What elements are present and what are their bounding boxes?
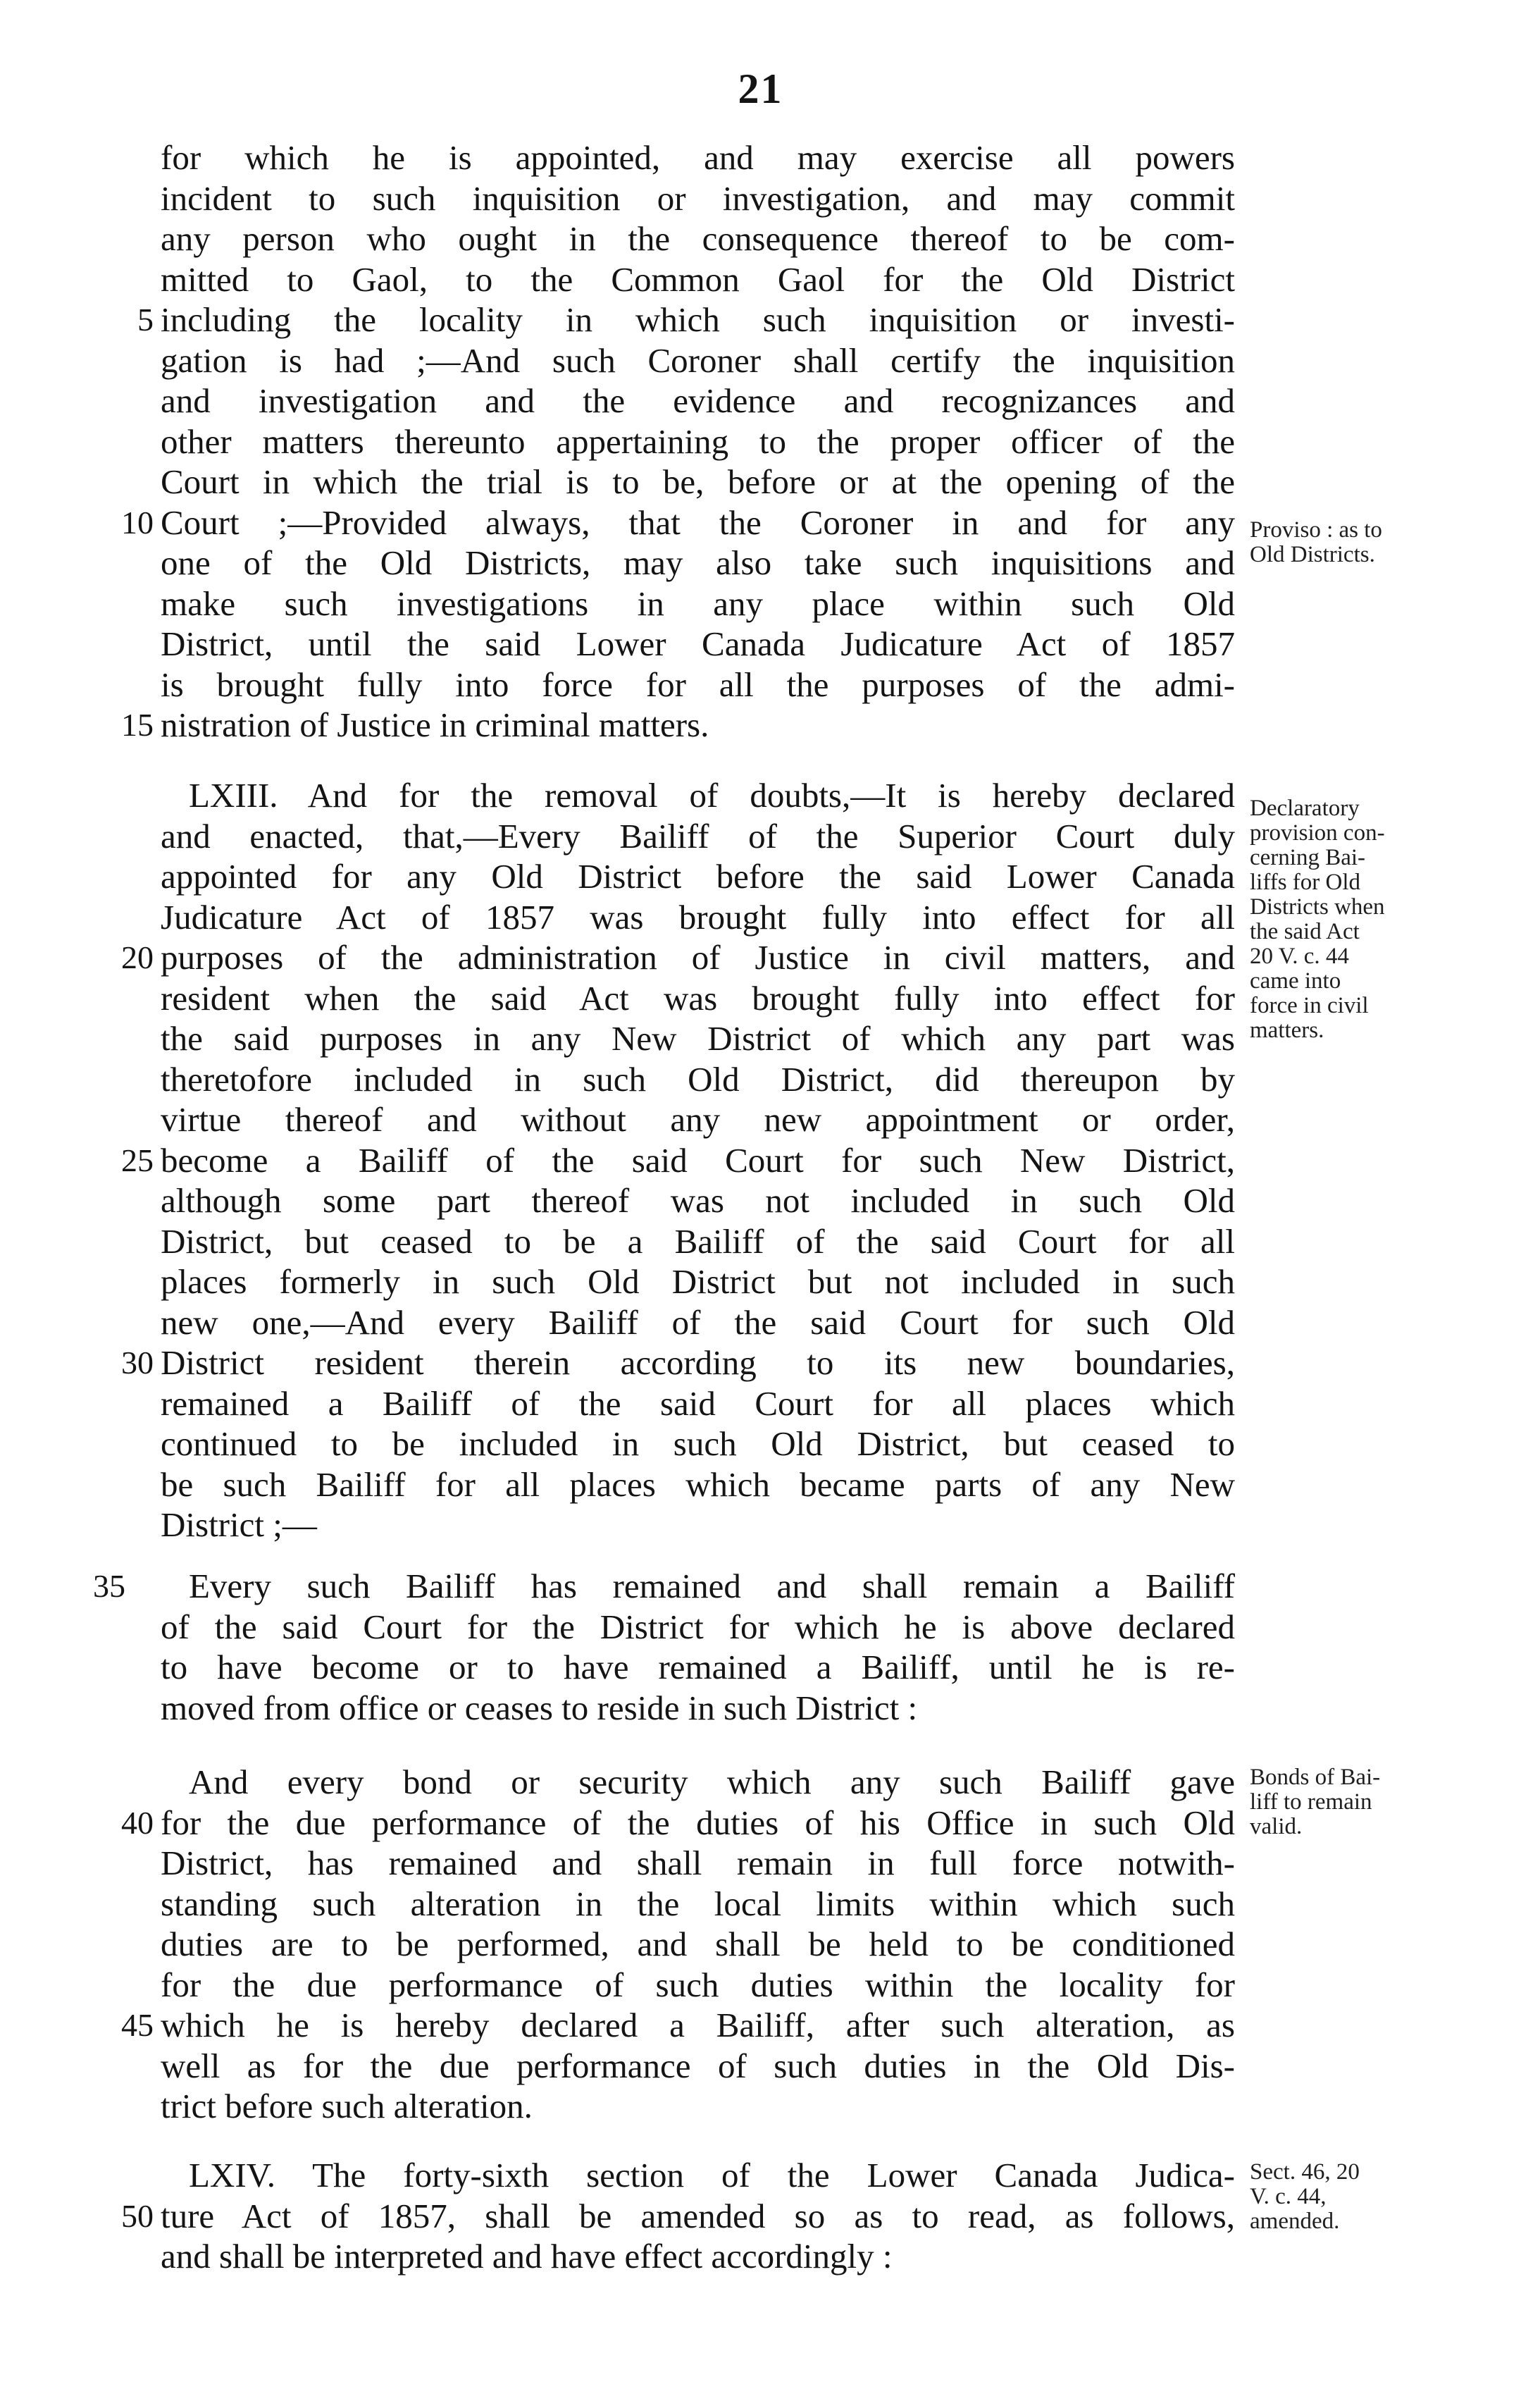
line-text: nistration of Justice in criminal matters. [161, 705, 709, 744]
text-line [137, 300, 1235, 340]
text-line [161, 1261, 1235, 1302]
line-text: Every such Bailiff has remained and shall remain a Bailiff [189, 1567, 1235, 1605]
text-line [161, 2155, 1235, 2196]
line-text: and investigation and the evidence and recognizances and [161, 381, 1235, 420]
line-text: appointed for any Old District before the said Lower Canada [161, 857, 1235, 896]
text-line [161, 381, 1235, 421]
line-text: ture Act of 1857, shall be amended so as to read, as follows, [161, 2196, 1235, 2235]
margin-note-line: liffs for Old [1250, 870, 1361, 895]
margin-note-line: amended. [1250, 2209, 1340, 2234]
line-text: including the locality in which such inquisition or investi- [161, 300, 1235, 339]
text-line [161, 1424, 1235, 1464]
line-text: District resident therein according to its new boundaries, [161, 1343, 1235, 1382]
line-text: other matters thereunto appertaining to the proper officer of the [161, 421, 1235, 461]
margin-note-proviso [1250, 518, 1433, 567]
margin-note-line: 20 V. c. 44 [1250, 944, 1349, 969]
line-number: 5 [137, 302, 154, 338]
line-text: to have become or to have remained a Bailiff, until he is re- [161, 1648, 1235, 1686]
text-line [161, 1059, 1235, 1100]
line-number: 20 [121, 939, 154, 975]
line-number: 30 [121, 1345, 154, 1381]
text-line [161, 2236, 1235, 2277]
line-text: trict before such alteration. [161, 2087, 533, 2125]
text-line [161, 1965, 1235, 2006]
line-number: 10 [121, 504, 154, 541]
line-text: although some part thereof was not included in such Old [161, 1181, 1235, 1220]
line-text: Court in which the trial is to be, before or at the opening of the [161, 462, 1235, 501]
section-lxiv [121, 2155, 1235, 2277]
text-line [161, 1505, 1235, 1545]
line-text: one of the Old Districts, may also take such inquisitions and [161, 543, 1235, 582]
line-text: District, until the said Lower Canada Judicature Act of 1857 [161, 624, 1235, 663]
line-number: 45 [121, 2007, 154, 2043]
line-text: remained a Bailiff of the said Court for all places which [161, 1383, 1235, 1423]
line-text: duties are to be performed, and shall be held to be conditioned [161, 1925, 1235, 1963]
line-text: purposes of the administration of Justice in civil matters, and [161, 938, 1235, 977]
line-text: and enacted, that,—Every Bailiff of the Superior Court duly [161, 816, 1235, 856]
text-line [161, 1180, 1235, 1221]
text-line [161, 1688, 1235, 1729]
text-line [161, 1647, 1235, 1688]
line-text: any person who ought in the consequence thereof to be com- [161, 219, 1235, 258]
line-text: District, but ceased to be a Bailiff of the said Court for all [161, 1221, 1235, 1261]
text-line [161, 218, 1235, 259]
text-line [161, 421, 1235, 462]
text-line [161, 1884, 1235, 1925]
paragraph-coroner-powers [121, 137, 1235, 746]
text-line [161, 340, 1235, 381]
line-text: gation is had ;—And such Coroner shall certify the inquisition [161, 340, 1235, 380]
margin-note-line: valid. [1250, 1814, 1303, 1839]
text-line [161, 2046, 1235, 2087]
text-line [121, 2196, 1235, 2237]
margin-note-bonds [1250, 1765, 1433, 1839]
line-text: And every bond or security which any such Bailiff gave [189, 1762, 1235, 1801]
text-line [121, 1803, 1235, 1844]
line-text: be such Bailiff for all places which became parts of any New [161, 1464, 1235, 1504]
text-line [161, 775, 1235, 816]
margin-note-line: Bonds of Bai- [1250, 1765, 1381, 1790]
margin-note-line: Declaratory [1250, 796, 1360, 821]
text-line [161, 1302, 1235, 1343]
line-text: moved from office or ceases to reside in such District : [161, 1688, 918, 1727]
line-text: District, has remained and shall remain in full force notwith- [161, 1844, 1235, 1882]
text-line [161, 1843, 1235, 1884]
text-line [161, 1018, 1235, 1059]
line-text: become a Bailiff of the said Court for such New District, [161, 1140, 1235, 1180]
margin-note-declaratory [1250, 796, 1433, 1043]
margin-note-line: Sect. 46, 20 [1250, 2159, 1360, 2185]
text-line [161, 856, 1235, 897]
text-line [93, 1566, 1235, 1607]
margin-note-line: matters. [1250, 1018, 1324, 1043]
paragraph-bonds [121, 1762, 1235, 2127]
margin-note-line: Districts when [1250, 894, 1385, 920]
paragraph-bailiff-remains [93, 1566, 1235, 1728]
margin-note-line: Proviso : as to [1250, 517, 1382, 543]
text-line [161, 1762, 1235, 1803]
line-text: LXIV. The forty-sixth section of the Lower Canada Judica- [189, 2156, 1235, 2194]
line-text: incident to such inquisition or investigation, and may commit [161, 178, 1235, 218]
margin-note-line: came into [1250, 968, 1341, 994]
margin-note-line: the said Act [1250, 919, 1360, 944]
text-line [121, 1342, 1235, 1383]
text-line [161, 1924, 1235, 1965]
line-text: virtue thereof and without any new appointment or order, [161, 1100, 1235, 1139]
line-text: District ;— [161, 1505, 317, 1544]
section-lxiii [121, 775, 1235, 1545]
margin-note-sect46 [1250, 2160, 1433, 2234]
line-text: new one,—And every Bailiff of the said Court for such Old [161, 1302, 1235, 1342]
line-number: 50 [121, 2197, 154, 2234]
text-line [121, 502, 1235, 543]
text-line [161, 1464, 1235, 1505]
line-text: for which he is appointed, and may exercise all powers [161, 138, 1235, 177]
line-text: continued to be included in such Old District, but ceased to [161, 1424, 1235, 1463]
text-line [161, 665, 1235, 705]
text-line [161, 816, 1235, 857]
text-line [121, 937, 1235, 978]
text-line [161, 1383, 1235, 1424]
line-text: of the said Court for the District for which he is above declared [161, 1607, 1235, 1646]
line-text: for the due performance of the duties of his Office in such Old [161, 1803, 1235, 1842]
line-number: 25 [121, 1142, 154, 1178]
line-number: 35 [93, 1568, 125, 1604]
margin-note-line: liff to remain [1250, 1789, 1372, 1815]
line-text: LXIII. And for the removal of doubts,—It is hereby declared [189, 776, 1235, 815]
text-line [161, 259, 1235, 300]
line-text: standing such alteration in the local limits within which such [161, 1884, 1235, 1923]
text-line [161, 1099, 1235, 1140]
line-text: mitted to Gaol, to the Common Gaol for the Old District [161, 259, 1235, 299]
text-line [161, 137, 1235, 178]
margin-note-line: force in civil [1250, 993, 1369, 1018]
line-text: the said purposes in any New District of which any part was [161, 1019, 1235, 1058]
text-line [161, 178, 1235, 219]
line-text: make such investigations in any place within such Old [161, 584, 1235, 623]
text-line [121, 1140, 1235, 1181]
line-text: for the due performance of such duties within the locality for [161, 1965, 1235, 2004]
line-text: resident when the said Act was brought fully into effect for [161, 978, 1235, 1018]
line-text: places formerly in such Old District but not included in such [161, 1262, 1235, 1301]
margin-note-line: provision con- [1250, 820, 1385, 846]
line-text: Court ;—Provided always, that the Coroner in and for any [161, 502, 1235, 542]
text-line [161, 978, 1235, 1019]
text-line [161, 897, 1235, 938]
text-line [161, 1221, 1235, 1262]
page-number: 21 [738, 66, 783, 112]
text-line [161, 1607, 1235, 1648]
text-line [161, 543, 1235, 584]
margin-note-line: cerning Bai- [1250, 845, 1366, 870]
line-number: 15 [121, 707, 154, 743]
text-line [161, 462, 1235, 502]
line-text: theretofore included in such Old District, did thereupon by [161, 1059, 1235, 1099]
line-text: and shall be interpreted and have effect accordingly : [161, 2237, 893, 2276]
line-text: well as for the due performance of such duties in the Old Dis- [161, 2046, 1235, 2085]
margin-note-line: V. c. 44, [1250, 2184, 1327, 2209]
line-text: Judicature Act of 1857 was brought fully into effect for all [161, 897, 1235, 937]
line-text: is brought fully into force for all the purposes of the admi- [161, 665, 1235, 704]
text-line [121, 2005, 1235, 2046]
text-line [161, 2086, 1235, 2127]
text-line [161, 584, 1235, 624]
text-line [161, 624, 1235, 665]
margin-note-line: Old Districts. [1250, 542, 1375, 567]
text-line [121, 705, 1235, 746]
line-number: 40 [121, 1804, 154, 1841]
line-text: which he is hereby declared a Bailiff, after such alteration, as [161, 2006, 1235, 2044]
